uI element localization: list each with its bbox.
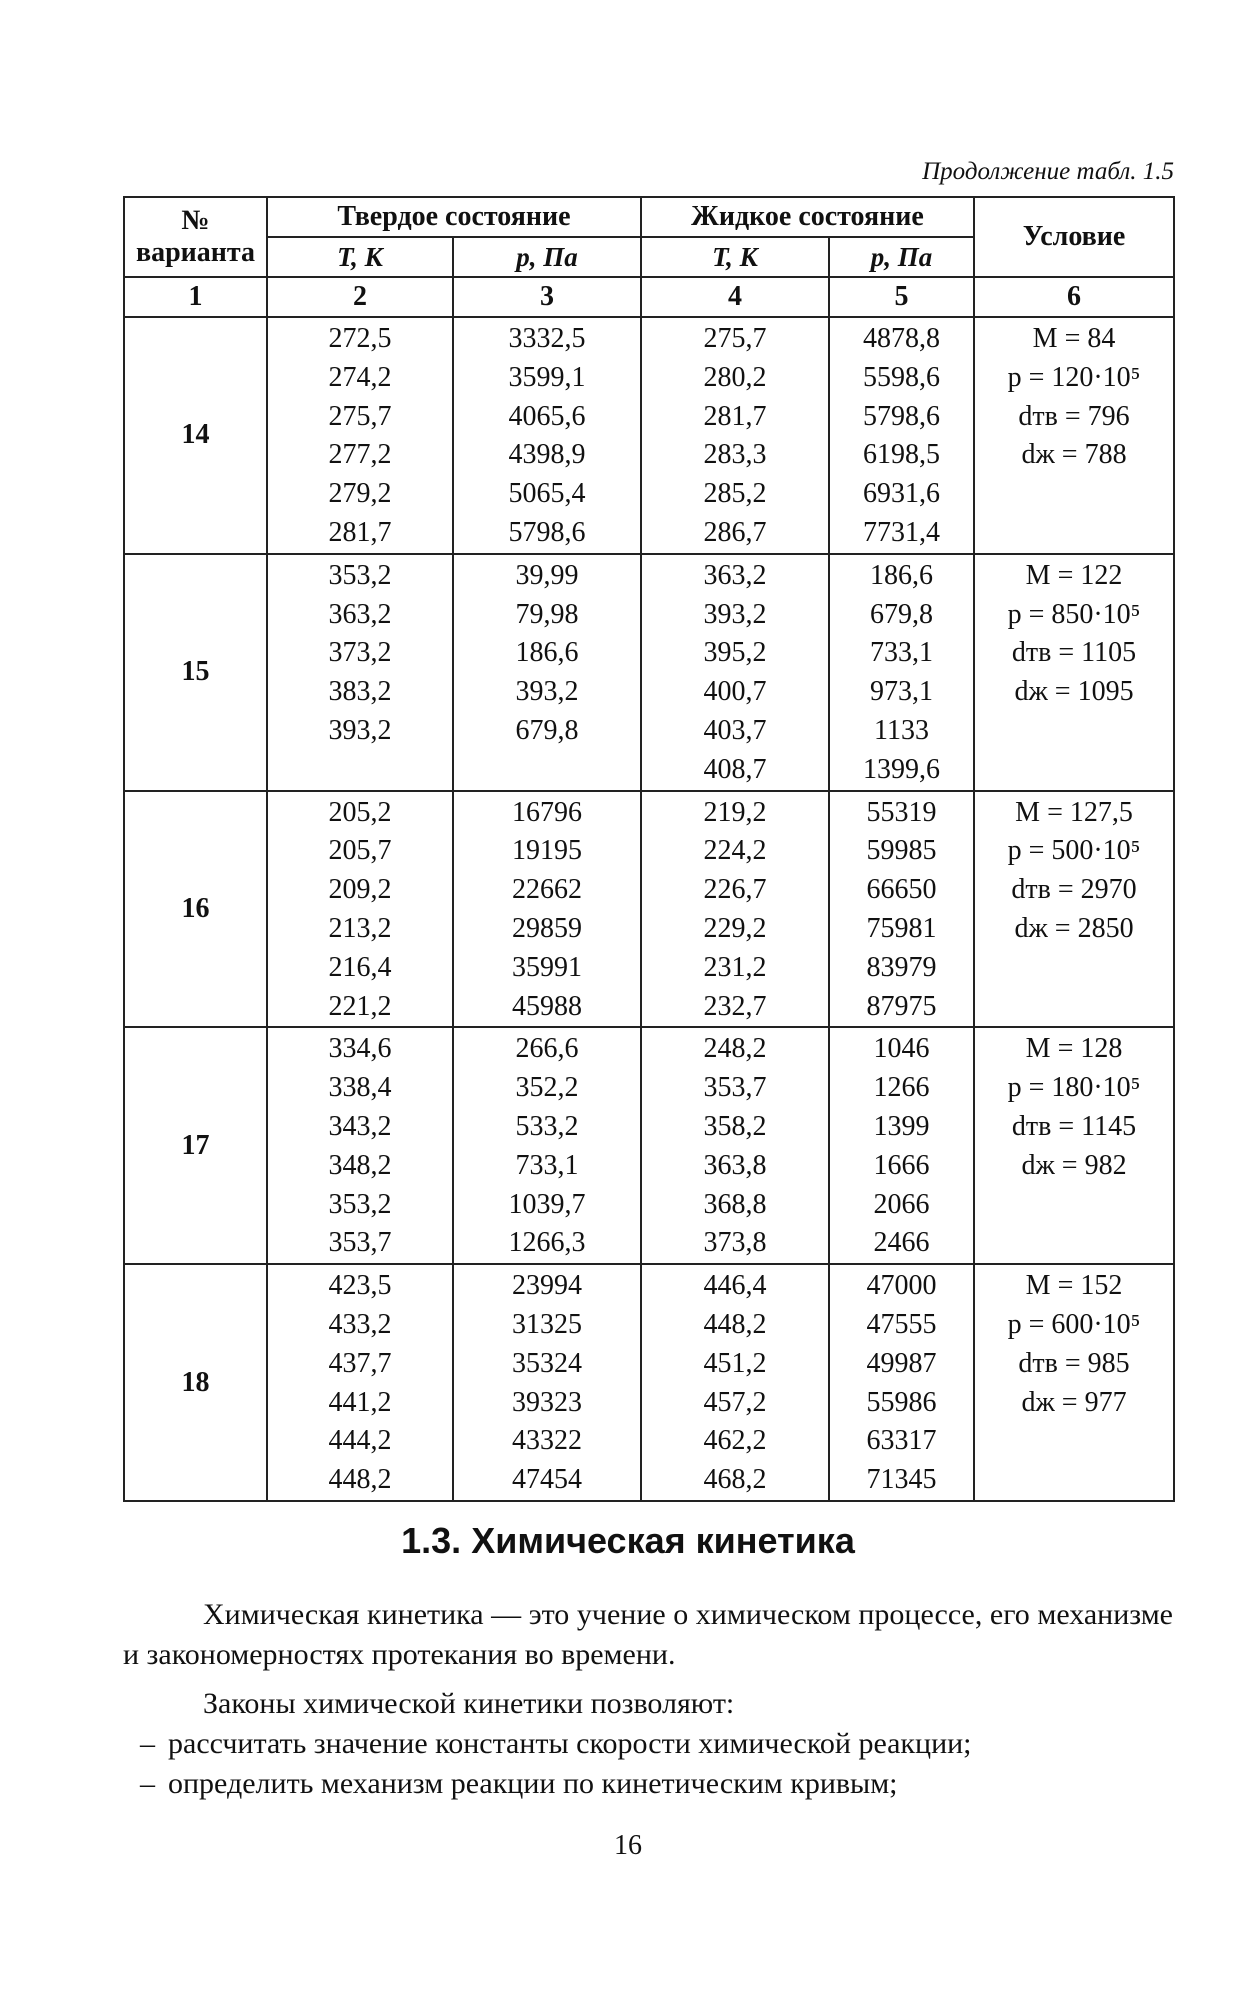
header-liquid: Жидкое состояние bbox=[641, 197, 974, 237]
values-cell-solid-p bbox=[453, 554, 641, 791]
value: 444,2 bbox=[328, 1425, 392, 1457]
value: 353,2 bbox=[328, 1188, 392, 1220]
value: 457,2 bbox=[703, 1386, 767, 1418]
variant-number: 15 bbox=[124, 554, 267, 791]
value: 334,6 bbox=[328, 1033, 392, 1065]
values-cell-solid-t bbox=[267, 1027, 453, 1264]
data-table bbox=[123, 196, 1175, 1502]
values-cell-solid-p bbox=[453, 1027, 641, 1264]
value: 71345 bbox=[866, 1464, 937, 1496]
list-item bbox=[140, 1727, 972, 1761]
value: 7731,4 bbox=[863, 516, 940, 548]
variant-row bbox=[124, 317, 1174, 554]
value: 79,98 bbox=[515, 598, 579, 630]
value: 403,7 bbox=[703, 714, 767, 746]
value: 437,7 bbox=[328, 1347, 392, 1379]
variant-row bbox=[124, 791, 1174, 1028]
value: 22662 bbox=[512, 874, 582, 906]
value: 216,4 bbox=[328, 951, 392, 983]
value: 39323 bbox=[512, 1386, 582, 1418]
value: 433,2 bbox=[328, 1308, 392, 1340]
value: 1266 bbox=[873, 1072, 930, 1104]
value: 679,8 bbox=[515, 714, 579, 746]
column-number: 6 bbox=[974, 277, 1174, 317]
condition-cell bbox=[974, 317, 1174, 554]
value: 358,2 bbox=[703, 1110, 767, 1142]
value: 231,2 bbox=[703, 951, 767, 983]
variant-row bbox=[124, 1027, 1174, 1264]
value: 4065,6 bbox=[508, 400, 586, 432]
value: 83979 bbox=[866, 951, 937, 983]
value: 221,2 bbox=[328, 990, 392, 1022]
value: 47555 bbox=[866, 1308, 937, 1340]
value: 1666 bbox=[873, 1149, 930, 1181]
list-item-text: рассчитать значение константы скорости химической реакции; bbox=[168, 1727, 972, 1760]
value: 16796 bbox=[512, 796, 582, 828]
value: 423,5 bbox=[328, 1270, 392, 1302]
values-cell-solid-t bbox=[267, 1264, 453, 1501]
condition-line: dтв = 2970 bbox=[1011, 874, 1137, 906]
value: 5798,6 bbox=[508, 516, 586, 548]
condition-line: dж = 982 bbox=[1021, 1149, 1127, 1181]
condition-cell bbox=[974, 1264, 1174, 1501]
value: 226,7 bbox=[703, 874, 767, 906]
header-condition: Условие bbox=[974, 197, 1174, 277]
value: 205,7 bbox=[328, 835, 392, 867]
value: 274,2 bbox=[328, 361, 392, 393]
variant-row bbox=[124, 554, 1174, 791]
values-cell-liquid-t bbox=[641, 317, 829, 554]
value: 213,2 bbox=[328, 912, 392, 944]
condition-line: p = 600·10⁵ bbox=[1007, 1308, 1141, 1340]
condition-line: p = 850·10⁵ bbox=[1007, 598, 1141, 630]
value: 277,2 bbox=[328, 439, 392, 471]
value: 353,7 bbox=[328, 1227, 392, 1259]
value: 39,99 bbox=[515, 559, 579, 591]
value: 441,2 bbox=[328, 1386, 392, 1418]
value: 395,2 bbox=[703, 637, 767, 669]
values-cell-liquid-p bbox=[829, 1264, 974, 1501]
value: 232,7 bbox=[703, 990, 767, 1022]
condition-line: M = 122 bbox=[1025, 559, 1123, 591]
value: 275,7 bbox=[703, 323, 767, 354]
header-liquid-t: T, К bbox=[641, 237, 829, 277]
paragraph-definition: Химическая кинетика — это учение о химическом процессе, его механизме и закономерностях протекания во времени. bbox=[123, 1598, 1173, 1671]
value: 368,8 bbox=[703, 1188, 767, 1220]
values-cell-liquid-t bbox=[641, 554, 829, 791]
condition-line: M = 127,5 bbox=[1015, 796, 1133, 828]
values-cell-solid-t bbox=[267, 791, 453, 1028]
value: 219,2 bbox=[703, 796, 767, 828]
column-number: 5 bbox=[829, 277, 974, 317]
condition-line: M = 128 bbox=[1025, 1033, 1123, 1065]
value: 31325 bbox=[512, 1308, 582, 1340]
variant-number: 14 bbox=[124, 317, 267, 554]
value: 87975 bbox=[866, 990, 937, 1022]
value: 1399 bbox=[873, 1110, 930, 1142]
section-heading: 1.3. Химическая кинетика bbox=[401, 1520, 855, 1561]
value: 272,5 bbox=[328, 323, 392, 354]
column-numbers-row bbox=[124, 277, 1174, 317]
value: 363,2 bbox=[328, 598, 392, 630]
value: 1399,6 bbox=[863, 753, 940, 785]
value: 2066 bbox=[873, 1188, 930, 1220]
variant-number: 16 bbox=[124, 791, 267, 1028]
values-cell-solid-p bbox=[453, 1264, 641, 1501]
condition-line: dж = 1095 bbox=[1014, 676, 1134, 708]
condition-line: dтв = 796 bbox=[1018, 400, 1130, 432]
values-cell-liquid-t bbox=[641, 1027, 829, 1264]
value: 23994 bbox=[512, 1270, 582, 1302]
value: 266,6 bbox=[515, 1033, 579, 1065]
values-cell-solid-p bbox=[453, 317, 641, 554]
value: 1266,3 bbox=[508, 1227, 586, 1259]
value: 224,2 bbox=[703, 835, 767, 867]
values-cell-solid-t bbox=[267, 317, 453, 554]
value: 3599,1 bbox=[508, 361, 586, 393]
value: 229,2 bbox=[703, 912, 767, 944]
header-solid-t: T, К bbox=[267, 237, 453, 277]
value: 733,1 bbox=[515, 1149, 579, 1181]
value: 973,1 bbox=[870, 676, 933, 708]
value: 352,2 bbox=[515, 1072, 579, 1104]
value: 400,7 bbox=[703, 676, 767, 708]
condition-line: M = 84 bbox=[1032, 323, 1116, 354]
value: 45988 bbox=[512, 990, 582, 1022]
value: 348,2 bbox=[328, 1149, 392, 1181]
value: 5065,4 bbox=[508, 478, 586, 510]
condition-line: dтв = 985 bbox=[1018, 1347, 1130, 1379]
value: 281,7 bbox=[328, 516, 392, 548]
value: 280,2 bbox=[703, 361, 767, 393]
value: 281,7 bbox=[703, 400, 767, 432]
value: 35991 bbox=[512, 951, 582, 983]
values-cell-liquid-p bbox=[829, 317, 974, 554]
value: 19195 bbox=[512, 835, 582, 867]
value: 393,2 bbox=[703, 598, 767, 630]
value: 4878,8 bbox=[863, 323, 940, 354]
value: 186,6 bbox=[870, 559, 933, 591]
header-liquid-p: p, Па bbox=[829, 237, 974, 277]
values-cell-solid-t bbox=[267, 554, 453, 791]
value: 1046 bbox=[873, 1033, 930, 1065]
value: 55319 bbox=[866, 796, 937, 828]
list-item-text: определить механизм реакции по кинетическим кривым; bbox=[168, 1767, 898, 1800]
value: 679,8 bbox=[870, 598, 933, 630]
value: 363,2 bbox=[703, 559, 767, 591]
value: 468,2 bbox=[703, 1464, 767, 1496]
value: 338,4 bbox=[328, 1072, 392, 1104]
value: 343,2 bbox=[328, 1110, 392, 1142]
condition-line: p = 180·10⁵ bbox=[1007, 1072, 1141, 1104]
table-caption: Продолжение табл. 1.5 bbox=[922, 158, 1174, 185]
condition-line: M = 152 bbox=[1025, 1270, 1123, 1302]
column-number: 1 bbox=[124, 277, 267, 317]
value: 6198,5 bbox=[863, 439, 940, 471]
value: 43322 bbox=[512, 1425, 582, 1457]
value: 373,2 bbox=[328, 637, 392, 669]
value: 448,2 bbox=[328, 1464, 392, 1496]
value: 186,6 bbox=[515, 637, 579, 669]
condition-cell bbox=[974, 1027, 1174, 1264]
value: 353,7 bbox=[703, 1072, 767, 1104]
value: 59985 bbox=[866, 835, 937, 867]
value: 383,2 bbox=[328, 676, 392, 708]
value: 3332,5 bbox=[508, 323, 586, 354]
value: 35324 bbox=[512, 1347, 582, 1379]
values-cell-liquid-p bbox=[829, 791, 974, 1028]
page-number: 16 bbox=[614, 1830, 642, 1861]
value: 275,7 bbox=[328, 400, 392, 432]
value: 533,2 bbox=[515, 1110, 579, 1142]
condition-line: dж = 977 bbox=[1021, 1386, 1127, 1418]
value: 47000 bbox=[866, 1270, 937, 1302]
values-cell-liquid-p bbox=[829, 554, 974, 791]
value: 373,8 bbox=[703, 1227, 767, 1259]
list-item bbox=[140, 1767, 898, 1801]
condition-line: dж = 788 bbox=[1021, 439, 1127, 471]
value: 451,2 bbox=[703, 1347, 767, 1379]
value: 209,2 bbox=[328, 874, 392, 906]
condition-line: p = 500·10⁵ bbox=[1007, 835, 1141, 867]
value: 5798,6 bbox=[863, 400, 940, 432]
value: 353,2 bbox=[328, 559, 392, 591]
column-number: 3 bbox=[453, 277, 641, 317]
values-cell-liquid-t bbox=[641, 1264, 829, 1501]
condition-line: p = 120·10⁵ bbox=[1007, 361, 1141, 393]
value: 446,4 bbox=[703, 1270, 767, 1302]
paragraph-laws: Законы химической кинетики позволяют: bbox=[203, 1687, 735, 1720]
condition-line: dтв = 1145 bbox=[1011, 1110, 1137, 1142]
variant-number: 18 bbox=[124, 1264, 267, 1501]
value: 29859 bbox=[512, 912, 582, 944]
value: 283,3 bbox=[703, 439, 767, 471]
value: 55986 bbox=[866, 1386, 937, 1418]
value: 733,1 bbox=[870, 637, 933, 669]
value: 75981 bbox=[866, 912, 937, 944]
column-number: 4 bbox=[641, 277, 829, 317]
value: 5598,6 bbox=[863, 361, 940, 393]
value: 63317 bbox=[866, 1425, 937, 1457]
column-number: 2 bbox=[267, 277, 453, 317]
condition-cell bbox=[974, 554, 1174, 791]
value: 47454 bbox=[512, 1464, 582, 1496]
list-dash: – bbox=[140, 1767, 155, 1800]
values-cell-liquid-t bbox=[641, 791, 829, 1028]
value: 4398,9 bbox=[508, 439, 586, 471]
value: 393,2 bbox=[515, 676, 579, 708]
value: 1133 bbox=[874, 714, 929, 746]
list-dash: – bbox=[140, 1727, 155, 1760]
values-cell-liquid-p bbox=[829, 1027, 974, 1264]
variant-number: 17 bbox=[124, 1027, 267, 1264]
value: 462,2 bbox=[703, 1425, 767, 1457]
value: 248,2 bbox=[703, 1033, 767, 1065]
value: 49987 bbox=[866, 1347, 937, 1379]
variant-row bbox=[124, 1264, 1174, 1501]
header-solid-p: p, Па bbox=[453, 237, 641, 277]
value: 66650 bbox=[866, 874, 937, 906]
value: 286,7 bbox=[703, 516, 767, 548]
value: 363,8 bbox=[703, 1149, 767, 1181]
value: 279,2 bbox=[328, 478, 392, 510]
condition-line: dж = 2850 bbox=[1014, 912, 1134, 944]
condition-line: dтв = 1105 bbox=[1011, 637, 1137, 669]
value: 1039,7 bbox=[508, 1188, 586, 1220]
condition-cell bbox=[974, 791, 1174, 1028]
value: 448,2 bbox=[703, 1308, 767, 1340]
value: 285,2 bbox=[703, 478, 767, 510]
value: 205,2 bbox=[328, 796, 392, 828]
value: 2466 bbox=[873, 1227, 930, 1259]
header-solid: Твердое состояние bbox=[267, 197, 641, 237]
value: 6931,6 bbox=[863, 478, 940, 510]
value: 393,2 bbox=[328, 714, 392, 746]
values-cell-solid-p bbox=[453, 791, 641, 1028]
value: 408,7 bbox=[703, 753, 767, 785]
header-variant: № варианта bbox=[124, 197, 267, 277]
